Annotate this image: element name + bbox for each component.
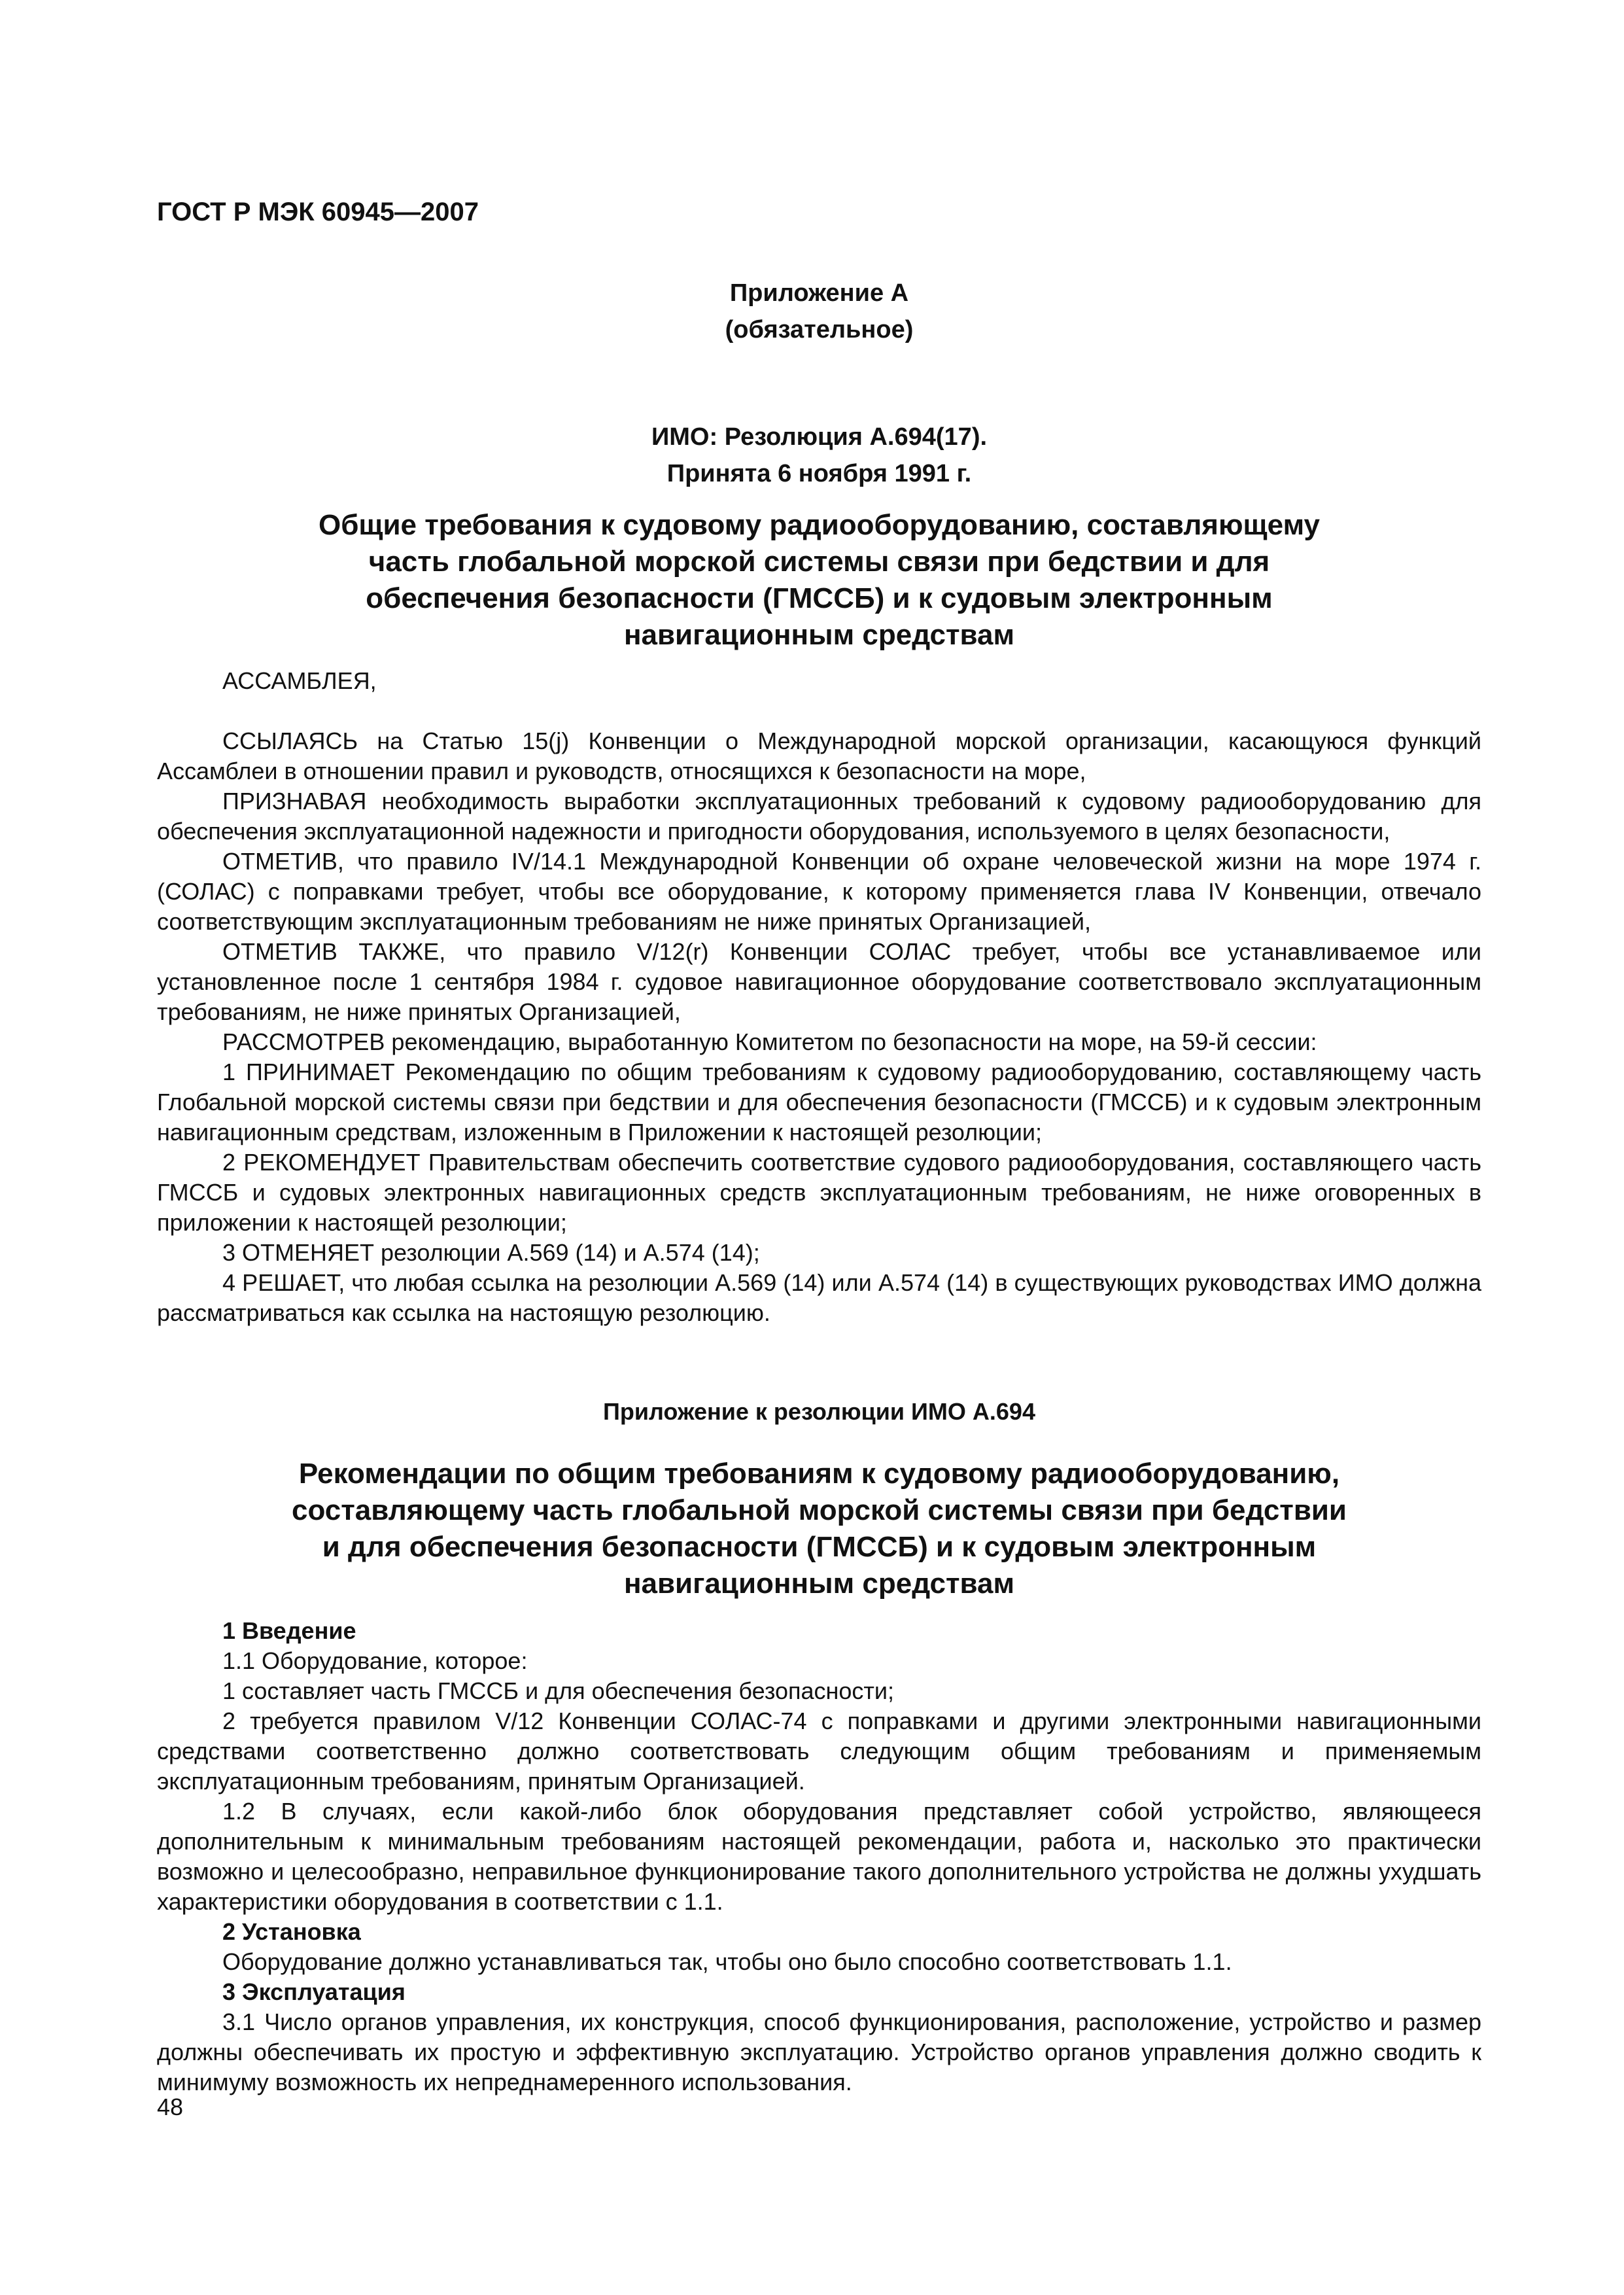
- section-paragraph: 1 составляет часть ГМССБ и для обеспечения безопасности;: [222, 1677, 895, 1704]
- preamble-paragraph: 4 РЕШАЕТ, что любая ссылка на резолюции А.569 (14) или А.574 (14) в существующих руководствах ИМО должна рассматриваться как ссылка на настоящую резолюцию.: [157, 1269, 1481, 1326]
- annex-title: [157, 1456, 1481, 1602]
- preamble-paragraph: ОТМЕТИВ ТАКЖЕ, что правило V/12(r) Конвенции СОЛАС требует, чтобы все устанавливаемое или установленное после 1 сентября 1984 г. судовое навигационное оборудование соответствовало эксплуатационным требованиям, не ниже принятых Организацией,: [157, 938, 1481, 1025]
- main-title-line: часть глобальной морской системы связи при бедствии и для: [368, 546, 1270, 578]
- resolution-reference: [157, 419, 1481, 492]
- assembly-label: АССАМБЛЕЯ,: [222, 667, 377, 694]
- section-paragraph: Оборудование должно устанавливаться так, чтобы оно было способно соответствовать 1.1.: [222, 1948, 1232, 1975]
- preamble-paragraph: ОТМЕТИВ, что правило IV/14.1 Международной Конвенции об охране человеческой жизни на море 1974 г. (СОЛАС) с поправками требует, чтобы все оборудование, к которому применяется глава IV Конвенции, отвечало соответствующим эксплуатационным требованиям не ниже принятых Организацией,: [157, 848, 1481, 935]
- section-heading-introduction: 1 Введение: [222, 1617, 356, 1644]
- preamble-paragraph: РАССМОТРЕВ рекомендацию, выработанную Комитетом по безопасности на море, на 59-й сессии:: [222, 1028, 1317, 1055]
- preamble-paragraph: 2 РЕКОМЕНДУЕТ Правительствам обеспечить соответствие судового радиооборудования, составляющего часть ГМССБ и судовых электронных навигационных средств эксплуатационным требованиям, не ниже оговоренных в приложении к настоящей резолюции;: [157, 1149, 1481, 1236]
- section-paragraph: 1.1 Оборудование, которое:: [222, 1647, 528, 1674]
- main-title-line: обеспечения безопасности (ГМССБ) и к судовым электронным: [366, 582, 1273, 614]
- standard-code: ГОСТ Р МЭК 60945—2007: [157, 198, 479, 226]
- preamble-paragraph: ПРИЗНАВАЯ необходимость выработки эксплуатационных требований к судовому радиооборудованию для обеспечения эксплуатационной надежности и пригодности оборудования, используемого в целях безопасности,: [157, 788, 1481, 845]
- section-paragraph: 3.1 Число органов управления, их конструкция, способ функционирования, расположение, устройство и размер должны обеспечивать их простую и эффективную эксплуатацию. Устройство органов управления должно сводить к минимуму возможность их непреднамеренного использования.: [157, 2008, 1481, 2095]
- appendix-status: (обязательное): [725, 316, 914, 343]
- main-title-line: навигационным средствам: [623, 619, 1015, 651]
- page-number: 48: [157, 2094, 184, 2120]
- preamble-paragraph: 3 ОТМЕНЯЕТ резолюции А.569 (14) и А.574 (14);: [222, 1239, 760, 1266]
- appendix-title: Приложение А: [729, 279, 909, 307]
- preamble-paragraph: 1 ПРИНИМАЕТ Рекомендацию по общим требованиям к судовому радиооборудованию, составляющему часть Глобальной морской системы связи при бедствии и для обеспечения безопасности (ГМССБ) и к судовым электронным навигационным средствам, изложенным в Приложении к настоящей резолюции;: [157, 1059, 1481, 1146]
- section-paragraph: 1.2 В случаях, если какой-либо блок оборудования представляет собой устройство, являющееся дополнительным к минимальным требованиям настоящей рекомендации, работа и, насколько это практически возможно и целесообразно, неправильное функционирование такого дополнительного устройства не должны ухудшать характеристики оборудования в соответствии с 1.1.: [157, 1798, 1481, 1915]
- annex-title-line: навигационным средствам: [623, 1568, 1015, 1600]
- main-title-line: Общие требования к судовому радиооборудованию, составляющему: [318, 509, 1321, 541]
- section-paragraph: 2 требуется правилом V/12 Конвенции СОЛАС-74 с поправками и другими электронными навигационными средствами соответственно должно соответствовать следующим общим требованиям и применяемым эксплуатационным требованиям, принятым Организацией.: [157, 1708, 1481, 1795]
- annex-title-line: и для обеспечения безопасности (ГМССБ) и к судовым электронным: [322, 1531, 1317, 1563]
- main-title: [157, 507, 1481, 654]
- section-heading-installation: 2 Установка: [222, 1918, 361, 1945]
- annex-title-line: составляющему часть глобальной морской системы связи при бедствии: [292, 1494, 1347, 1526]
- annex-sections: [157, 1616, 1481, 2097]
- resolution-line-1: ИМО: Резолюция А.694(17).: [651, 423, 988, 451]
- section-heading-operation: 3 Эксплуатация: [222, 1978, 406, 2005]
- resolution-line-2: Принята 6 ноября 1991 г.: [666, 460, 972, 487]
- preamble: [157, 726, 1481, 1328]
- preamble-paragraph: ССЫЛАЯСЬ на Статью 15(j) Конвенции о Международной морской организации, касающуюся функций Ассамблеи в отношении правил и руководств, относящихся к безопасности на море,: [157, 727, 1481, 784]
- appendix-heading: [157, 275, 1481, 348]
- annex-heading: Приложение к резолюции ИМО А.694: [603, 1398, 1035, 1425]
- annex-title-line: Рекомендации по общим требованиям к судовому радиооборудованию,: [298, 1458, 1340, 1490]
